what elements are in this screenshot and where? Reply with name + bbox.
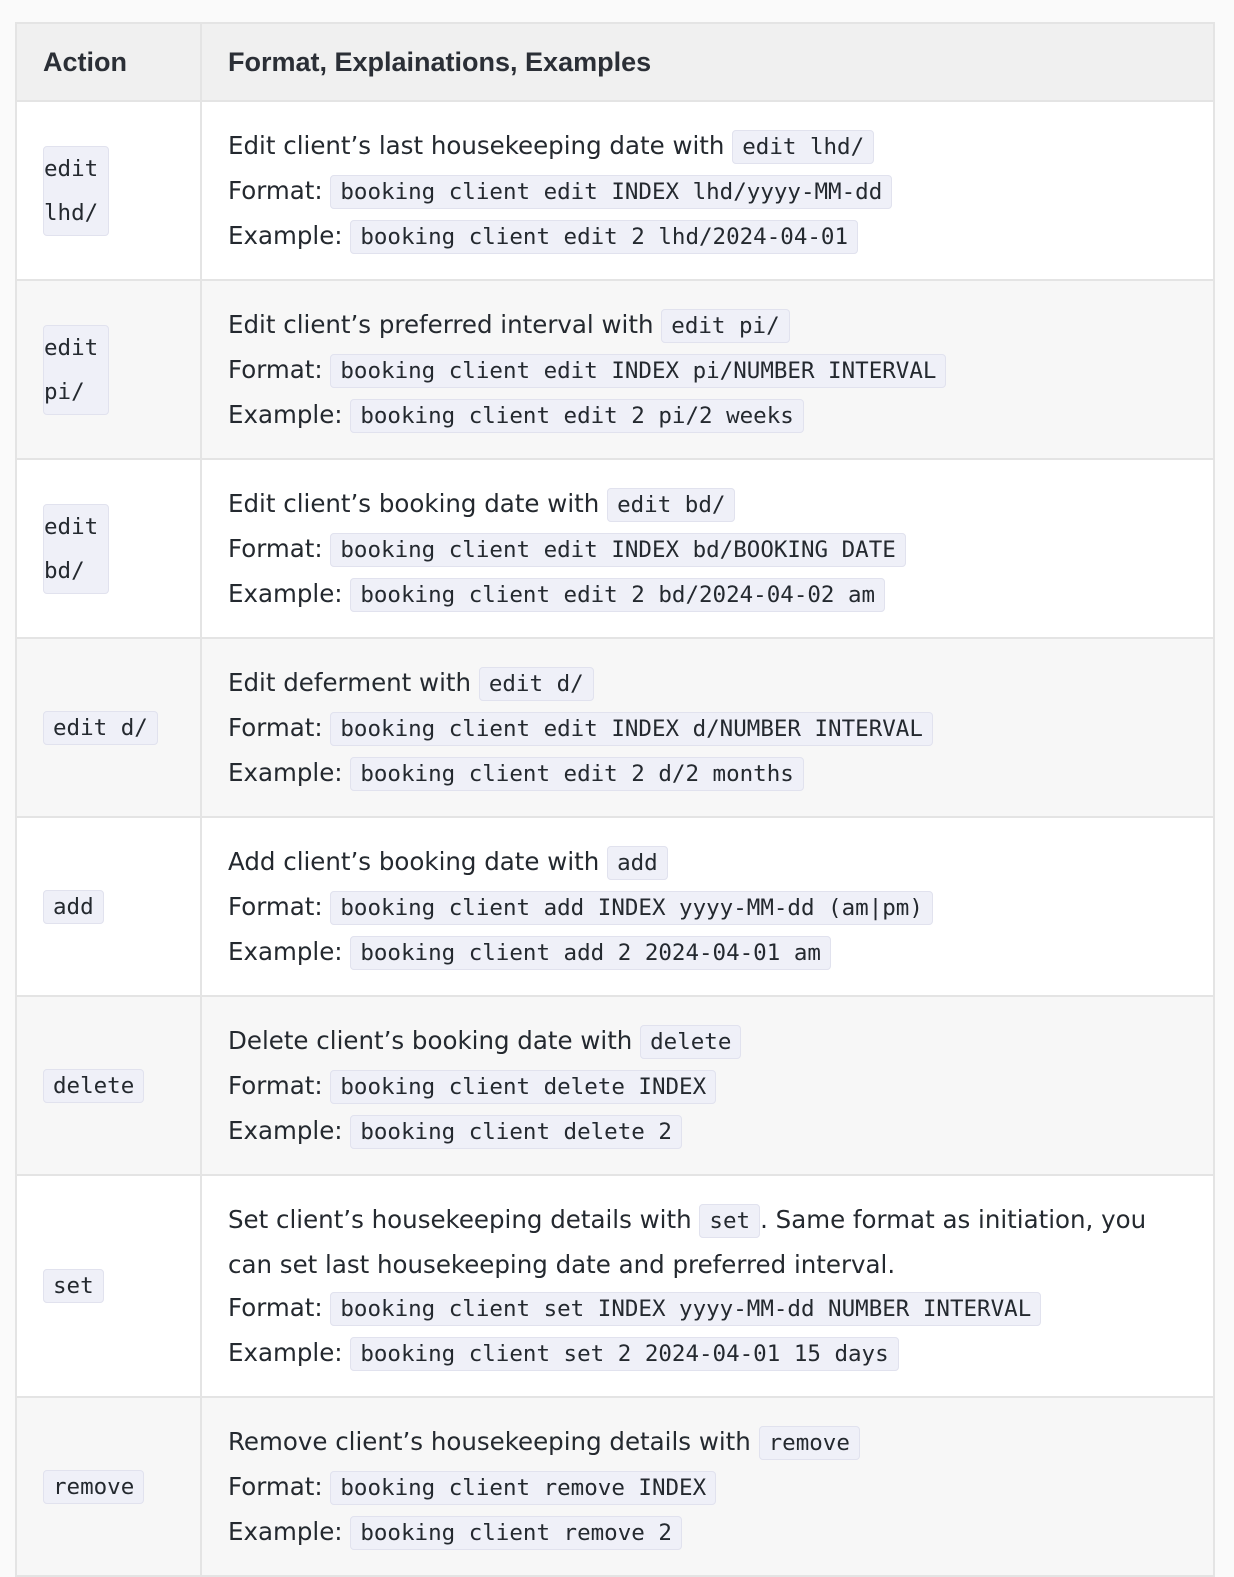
- format-line: [228, 706, 1193, 751]
- example-code: booking client edit 2 bd/2024-04-02 am: [350, 578, 885, 612]
- example-code: booking client remove 2: [350, 1516, 682, 1550]
- example-line: [228, 930, 1193, 975]
- format-code: booking client edit INDEX lhd/yyyy-MM-dd: [330, 175, 892, 209]
- action-cell: [16, 459, 201, 638]
- format-code: booking client set INDEX yyyy-MM-dd NUMBER INTERVAL: [330, 1292, 1041, 1326]
- action-code: add: [43, 890, 104, 924]
- inline-command-code: edit bd/: [607, 488, 735, 522]
- format-line: [228, 527, 1193, 572]
- description-line: [228, 1420, 1193, 1465]
- description-suffix: . Same format as initiation, you can set last housekeeping date and preferred interval.: [228, 1205, 1147, 1279]
- example-line: [228, 1510, 1193, 1555]
- example-code: booking client set 2 2024-04-01 15 days: [350, 1337, 898, 1371]
- description-line: [228, 1198, 1193, 1286]
- format-code: booking client edit INDEX bd/BOOKING DATE: [330, 533, 905, 567]
- format-code: booking client remove INDEX: [330, 1471, 716, 1505]
- format-line: [228, 1064, 1193, 1109]
- description-text: Set client’s housekeeping details with: [228, 1205, 692, 1234]
- description-line: [228, 303, 1193, 348]
- format-line: [228, 885, 1193, 930]
- header-details: Format, Explainations, Examples: [201, 23, 1214, 101]
- format-code: booking client edit INDEX pi/NUMBER INTERVAL: [330, 354, 946, 388]
- table-row: [16, 101, 1214, 280]
- format-code: booking client add INDEX yyyy-MM-dd (am|pm): [330, 891, 932, 925]
- action-code: delete: [43, 1069, 144, 1103]
- action-code: set: [43, 1269, 104, 1303]
- description-cell: [201, 638, 1214, 817]
- action-cell: [16, 280, 201, 459]
- example-label: Example:: [228, 579, 343, 608]
- description-cell: [201, 459, 1214, 638]
- example-label: Example:: [228, 1116, 343, 1145]
- table-row: [16, 817, 1214, 996]
- example-line: [228, 1109, 1193, 1154]
- format-label: Format:: [228, 713, 323, 742]
- format-label: Format:: [228, 1071, 323, 1100]
- example-code: booking client edit 2 d/2 months: [350, 757, 803, 791]
- inline-command-code: delete: [640, 1025, 741, 1059]
- example-line: [228, 393, 1193, 438]
- description-cell: [201, 817, 1214, 996]
- action-code: remove: [43, 1470, 144, 1504]
- description-text: Edit deferment with: [228, 668, 472, 697]
- action-cell: [16, 638, 201, 817]
- description-text: Edit client’s last housekeeping date with: [228, 131, 725, 160]
- table-row: [16, 280, 1214, 459]
- action-cell: [16, 1397, 201, 1576]
- action-cell: [16, 1175, 201, 1397]
- action-cell: [16, 817, 201, 996]
- example-code: booking client edit 2 lhd/2024-04-01: [350, 220, 858, 254]
- description-text: Remove client’s housekeeping details with: [228, 1427, 751, 1456]
- format-label: Format:: [228, 1293, 323, 1322]
- table-header-row: [16, 23, 1214, 101]
- action-code: edit pi/: [43, 325, 109, 415]
- inline-command-code: add: [607, 846, 668, 880]
- description-text: Delete client’s booking date with: [228, 1026, 633, 1055]
- example-label: Example:: [228, 937, 343, 966]
- inline-command-code: remove: [759, 1426, 860, 1460]
- format-line: [228, 348, 1193, 393]
- example-code: booking client delete 2: [350, 1115, 682, 1149]
- example-label: Example:: [228, 1517, 343, 1546]
- example-code: booking client edit 2 pi/2 weeks: [350, 399, 803, 433]
- format-label: Format:: [228, 355, 323, 384]
- example-label: Example:: [228, 1338, 343, 1367]
- inline-command-code: edit lhd/: [732, 130, 874, 164]
- example-label: Example:: [228, 400, 343, 429]
- header-action: Action: [16, 23, 201, 101]
- inline-command-code: edit d/: [479, 667, 594, 701]
- description-text: Edit client’s preferred interval with: [228, 310, 654, 339]
- action-code: edit d/: [43, 711, 158, 745]
- example-line: [228, 572, 1193, 617]
- example-line: [228, 214, 1193, 259]
- command-table: [15, 22, 1215, 1577]
- inline-command-code: set: [699, 1204, 760, 1238]
- example-label: Example:: [228, 758, 343, 787]
- table-row: [16, 1175, 1214, 1397]
- format-line: [228, 1465, 1193, 1510]
- format-line: [228, 169, 1193, 214]
- description-line: [228, 124, 1193, 169]
- table-row: [16, 1397, 1214, 1576]
- format-label: Format:: [228, 534, 323, 563]
- format-label: Format:: [228, 1472, 323, 1501]
- action-cell: [16, 996, 201, 1175]
- format-line: [228, 1286, 1193, 1331]
- description-line: [228, 1019, 1193, 1064]
- action-cell: [16, 101, 201, 280]
- format-code: booking client edit INDEX d/NUMBER INTERVAL: [330, 712, 932, 746]
- table-row: [16, 996, 1214, 1175]
- description-line: [228, 840, 1193, 885]
- example-line: [228, 1331, 1193, 1376]
- table-row: [16, 638, 1214, 817]
- example-code: booking client add 2 2024-04-01 am: [350, 936, 831, 970]
- description-cell: [201, 1397, 1214, 1576]
- action-code: edit lhd/: [43, 146, 109, 236]
- description-text: Edit client’s booking date with: [228, 489, 600, 518]
- description-cell: [201, 1175, 1214, 1397]
- example-line: [228, 751, 1193, 796]
- example-label: Example:: [228, 221, 343, 250]
- format-label: Format:: [228, 892, 323, 921]
- inline-command-code: edit pi/: [661, 309, 789, 343]
- format-code: booking client delete INDEX: [330, 1070, 716, 1104]
- format-label: Format:: [228, 176, 323, 205]
- action-code: edit bd/: [43, 504, 109, 594]
- description-line: [228, 482, 1193, 527]
- description-line: [228, 661, 1193, 706]
- description-cell: [201, 996, 1214, 1175]
- table-row: [16, 459, 1214, 638]
- description-cell: [201, 101, 1214, 280]
- description-text: Add client’s booking date with: [228, 847, 600, 876]
- description-cell: [201, 280, 1214, 459]
